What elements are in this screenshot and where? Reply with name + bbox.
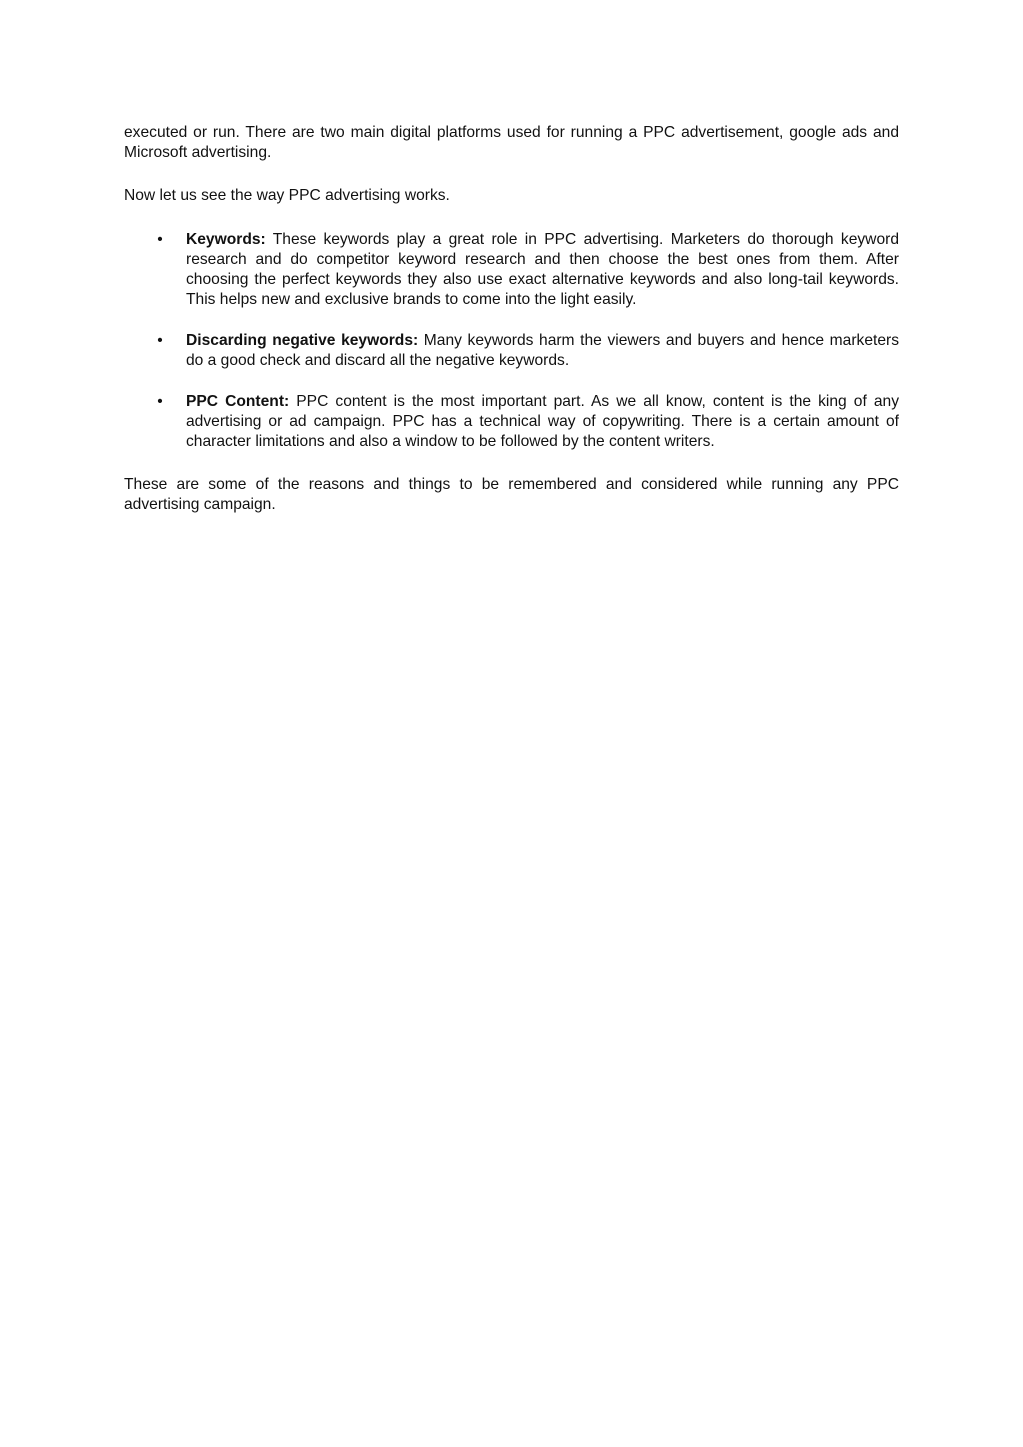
lead-paragraph: Now let us see the way PPC advertising works. (124, 187, 450, 204)
bullet-list (124, 230, 899, 452)
document-page (124, 123, 899, 515)
closing-paragraph: These are some of the reasons and things to be remembered and considered while running any PPC advertising campaign. (124, 476, 899, 513)
bullet-item-ppc-content (124, 392, 899, 452)
bullet-text: These keywords play a great role in PPC advertising. Marketers do thorough keyword research and do competitor keyword research and then choose the best ones from them. After choosing the perfect keywords they also use exact alternative keywords and also long-tail keywords. This helps new and exclusive brands to come into the light easily. (186, 231, 899, 308)
bullet-term: Keywords: (186, 231, 266, 248)
bullet-item-discarding-negative-keywords (124, 331, 899, 371)
bullet-term: Discarding negative keywords: (186, 332, 419, 349)
bullet-term: PPC Content: (186, 393, 290, 410)
intro-paragraph: executed or run. There are two main digital platforms used for running a PPC advertisement, google ads and Microsoft advertising. (124, 124, 899, 161)
bullet-item-keywords (124, 230, 899, 310)
bullet-icon: • (157, 393, 163, 410)
bullet-icon: • (157, 332, 163, 349)
bullet-icon: • (157, 231, 163, 248)
bullet-text: Many keywords harm the viewers and buyers and hence marketers do a good check and discard all the negative keywords. (186, 332, 899, 369)
bullet-text: PPC content is the most important part. As we all know, content is the king of any advertising or ad campaign. PPC has a technical way of copywriting. There is a certain amount of character limitations and also a window to be followed by the content writers. (186, 393, 899, 450)
